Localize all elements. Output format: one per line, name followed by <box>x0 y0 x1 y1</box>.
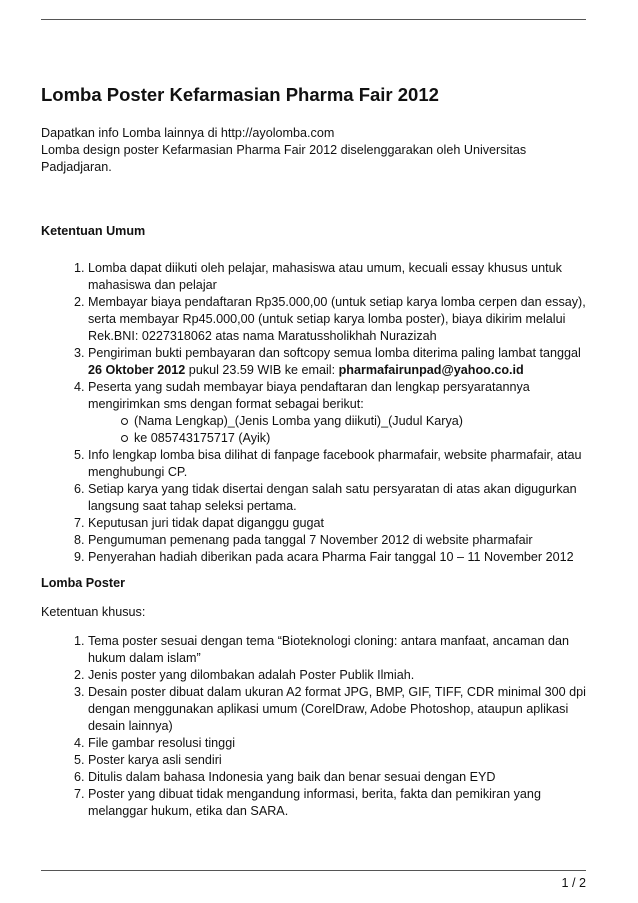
footer-rule <box>41 870 586 871</box>
subheading-ketentuan-khusus: Ketentuan khusus: <box>41 605 146 619</box>
list-item: 6. Ditulis dalam bahasa Indonesia yang baik dan benar sesuai dengan EYD <box>88 769 589 786</box>
list-item-text: Peserta yang sudah membayar biaya pendaftaran dan lengkap persyaratannya mengirimkan sms dengan format sebagai berikut: <box>88 380 530 411</box>
list-item-text: Membayar biaya pendaftaran Rp35.000,00 (untuk setiap karya lomba cerpen dan essay), serta membayar Rp45.000,00 (untuk setiap karya lomba poster), biaya dikirim melalui Rek.BNI: 0227318062 atas nama Maratussholikhah Nurazizah <box>88 295 586 343</box>
list-item: 5. Poster karya asli sendiri <box>88 752 589 769</box>
list-item <box>88 260 589 294</box>
contact-email: pharmafairunpad@yahoo.co.id <box>338 363 524 377</box>
intro-line-source: Dapatkan info Lomba lainnya di http://ayolomba.com <box>41 126 335 140</box>
section-heading-ketentuan-umum: Ketentuan Umum <box>41 224 146 238</box>
document-body <box>41 84 589 820</box>
list-item-text: pukul 23.59 WIB ke email: <box>185 363 339 377</box>
page-title: Lomba Poster Kefarmasian Pharma Fair 2012 <box>41 84 439 105</box>
list-item <box>88 379 589 447</box>
list-item-text: Setiap karya yang tidak disertai dengan salah satu persyaratan di atas akan digugurkan langsung saat tahap seleksi pertama. <box>88 482 577 513</box>
sms-format-list <box>88 413 589 447</box>
page-number: 1 / 2 <box>561 876 586 890</box>
list-item <box>88 549 589 566</box>
list-item-text: Keputusan juri tidak dapat diganggu gugat <box>88 516 324 530</box>
intro-line-description: Lomba design poster Kefarmasian Pharma Fair 2012 diselenggarakan oleh Universitas Padjadjaran. <box>41 143 527 174</box>
list-item-text: Pengiriman bukti pembayaran dan softcopy semua lomba diterima paling lambat tanggal <box>88 346 581 360</box>
list-item-text: Lomba dapat diikuti oleh pelajar, mahasiswa atau umum, kecuali essay khusus untuk mahasiswa dan pelajar <box>88 261 562 292</box>
sub-list-item: (Nama Lengkap)_(Jenis Lomba yang diikuti)_(Judul Karya) <box>134 413 589 430</box>
section-heading-lomba-poster: Lomba Poster <box>41 576 125 590</box>
list-item <box>88 481 589 515</box>
list-item: 7. Poster yang dibuat tidak mengandung informasi, berita, fakta dan pemikiran yang melanggar hukum, etika dan SARA. <box>88 786 589 820</box>
list-item-text: Pengumuman pemenang pada tanggal 7 November 2012 di website pharmafair <box>88 533 533 547</box>
list-item-text: Info lengkap lomba bisa dilihat di fanpage facebook pharmafair, website pharmafair, atau menghubungi CP. <box>88 448 582 479</box>
list-item <box>88 532 589 549</box>
intro <box>41 125 589 176</box>
list-item: 3. Desain poster dibuat dalam ukuran A2 format JPG, BMP, GIF, TIFF, CDR minimal 300 dpi dengan menggunakan aplikasi umum (CorelDraw, Adobe Photoshop, ataupun aplikasi desain lainnya) <box>88 684 589 735</box>
list-item: 2. Jenis poster yang dilombakan adalah Poster Publik Ilmiah. <box>88 667 589 684</box>
sub-list-item: ke 085743175717 (Ayik) <box>134 430 589 447</box>
list-item: 1. Tema poster sesuai dengan tema “Bioteknologi cloning: antara manfaat, ancaman dan hukum dalam islam” <box>88 633 589 667</box>
list-item <box>88 447 589 481</box>
list-item-text: Penyerahan hadiah diberikan pada acara Pharma Fair tanggal 10 – 11 November 2012 <box>88 550 574 564</box>
list-item <box>88 294 589 345</box>
ketentuan-khusus-list <box>41 633 589 820</box>
list-item <box>88 345 589 379</box>
ketentuan-umum-list <box>41 260 589 566</box>
header-rule <box>41 19 586 20</box>
list-item <box>88 515 589 532</box>
list-item: 4. File gambar resolusi tinggi <box>88 735 589 752</box>
deadline-date: 26 Oktober 2012 <box>88 363 186 377</box>
